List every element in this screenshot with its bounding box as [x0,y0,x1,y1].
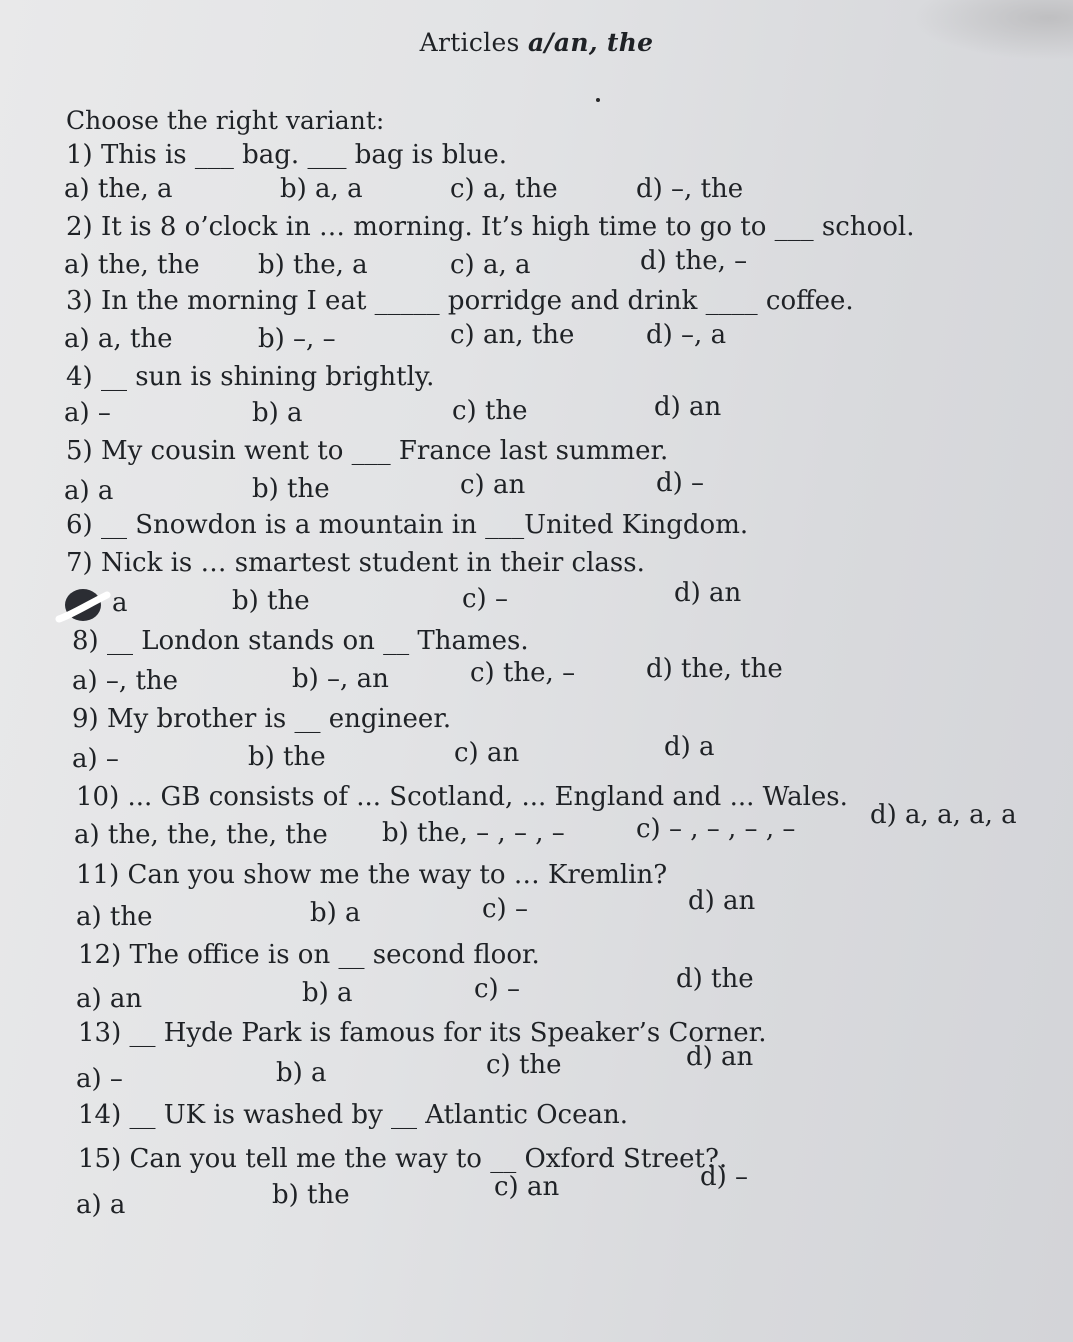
q10-option-a[interactable]: a) the, the, the, the [74,820,328,850]
q3-option-b[interactable]: b) –, – [258,324,336,354]
q4-option-d[interactable]: d) an [654,392,722,422]
question-8: 8) __ London stands on __ Thames. [72,626,529,656]
title-italic: a/an, the [527,28,654,57]
q11-option-c[interactable]: c) – [482,894,528,924]
q9-option-c[interactable]: c) an [454,738,520,768]
question-7: 7) Nick is … smartest student in their class. [66,548,645,578]
question-10: 10) ... GB consists of ... Scotland, ... England and ... Wales. [76,782,848,812]
q3-option-a[interactable]: a) a, the [64,324,173,354]
q8-option-d[interactable]: d) the, the [646,654,783,684]
q1-option-c[interactable]: c) a, the [450,174,558,204]
q3-option-d[interactable]: d) –, a [646,320,727,350]
q15-option-c[interactable]: c) an [494,1172,560,1202]
q2-option-c[interactable]: c) a, a [450,250,531,280]
question-2: 2) It is 8 o’clock in … morning. It’s high time to go to ___ school. [66,212,915,242]
pen-check-mark-icon [55,585,125,627]
q7-option-a[interactable]: a [112,588,128,618]
q1-option-d[interactable]: d) –, the [636,174,744,204]
q7-option-c[interactable]: c) – [462,584,508,614]
question-1: 1) This is ___ bag. ___ bag is blue. [66,140,508,170]
q9-option-a[interactable]: a) – [72,744,119,774]
instruction-text: Choose the right variant: [66,106,385,135]
q9-option-d[interactable]: d) a [664,732,715,762]
question-5: 5) My cousin went to ___ France last summer. [66,436,669,466]
q13-option-c[interactable]: c) the [486,1050,562,1080]
q15-option-b[interactable]: b) the [272,1180,350,1210]
question-6: 6) __ Snowdon is a mountain in ___United Kingdom. [66,510,749,540]
q10-option-d[interactable]: d) a, a, a, a [870,800,1017,830]
q5-option-b[interactable]: b) the [252,474,330,504]
question-4: 4) __ sun is shining brightly. [66,362,435,392]
question-15: 15) Can you tell me the way to __ Oxford Street?. [78,1144,728,1174]
q11-option-b[interactable]: b) a [310,898,361,928]
q4-option-c[interactable]: c) the [452,396,528,426]
q12-option-a[interactable]: a) an [76,984,143,1014]
q7-option-d[interactable]: d) an [674,578,742,608]
q15-option-d[interactable]: d) – [700,1162,749,1192]
q2-option-d[interactable]: d) the, – [640,246,748,276]
q13-option-a[interactable]: a) – [76,1064,123,1094]
question-12: 12) The office is on __ second floor. [78,940,540,970]
q3-option-c[interactable]: c) an, the [450,320,575,350]
q7-option-b[interactable]: b) the [232,586,310,616]
page-title [0,28,1073,57]
q12-option-c[interactable]: c) – [474,974,520,1004]
q12-option-d[interactable]: d) the [676,964,754,994]
q4-option-a[interactable]: a) – [64,398,111,428]
q8-option-c[interactable]: c) the, – [470,658,576,688]
q8-option-b[interactable]: b) –, an [292,664,389,694]
q5-option-c[interactable]: c) an [460,470,526,500]
q15-option-a[interactable]: a) a [76,1190,126,1220]
q10-option-c[interactable]: c) – , – , – , – [636,814,796,844]
q5-option-d[interactable]: d) – [656,468,705,498]
q2-option-b[interactable]: b) the, a [258,250,368,280]
q1-option-a[interactable]: a) the, a [64,174,173,204]
title-main: Articles [419,28,528,57]
q13-option-d[interactable]: d) an [686,1042,754,1072]
q11-option-d[interactable]: d) an [688,886,756,916]
q11-option-a[interactable]: a) the [76,902,153,932]
q5-option-a[interactable]: a) a [64,476,114,506]
question-14: 14) __ UK is washed by __ Atlantic Ocean. [78,1100,628,1130]
question-9: 9) My brother is __ engineer. [72,704,452,734]
q9-option-b[interactable]: b) the [248,742,326,772]
q1-option-b[interactable]: b) a, a [280,174,363,204]
q4-option-b[interactable]: b) a [252,398,303,428]
question-13: 13) __ Hyde Park is famous for its Speaker’s Corner. [78,1018,767,1048]
q13-option-b[interactable]: b) a [276,1058,327,1088]
question-3: 3) In the morning I eat _____ porridge and drink ____ coffee. [66,286,854,316]
q12-option-b[interactable]: b) a [302,978,353,1008]
q2-option-a[interactable]: a) the, the [64,250,200,280]
question-11: 11) Can you show me the way to … Kremlin? [76,860,668,890]
q10-option-b[interactable]: b) the, – , – , – [382,818,565,848]
q8-option-a[interactable]: a) –, the [72,666,179,696]
ink-dot [596,98,600,102]
